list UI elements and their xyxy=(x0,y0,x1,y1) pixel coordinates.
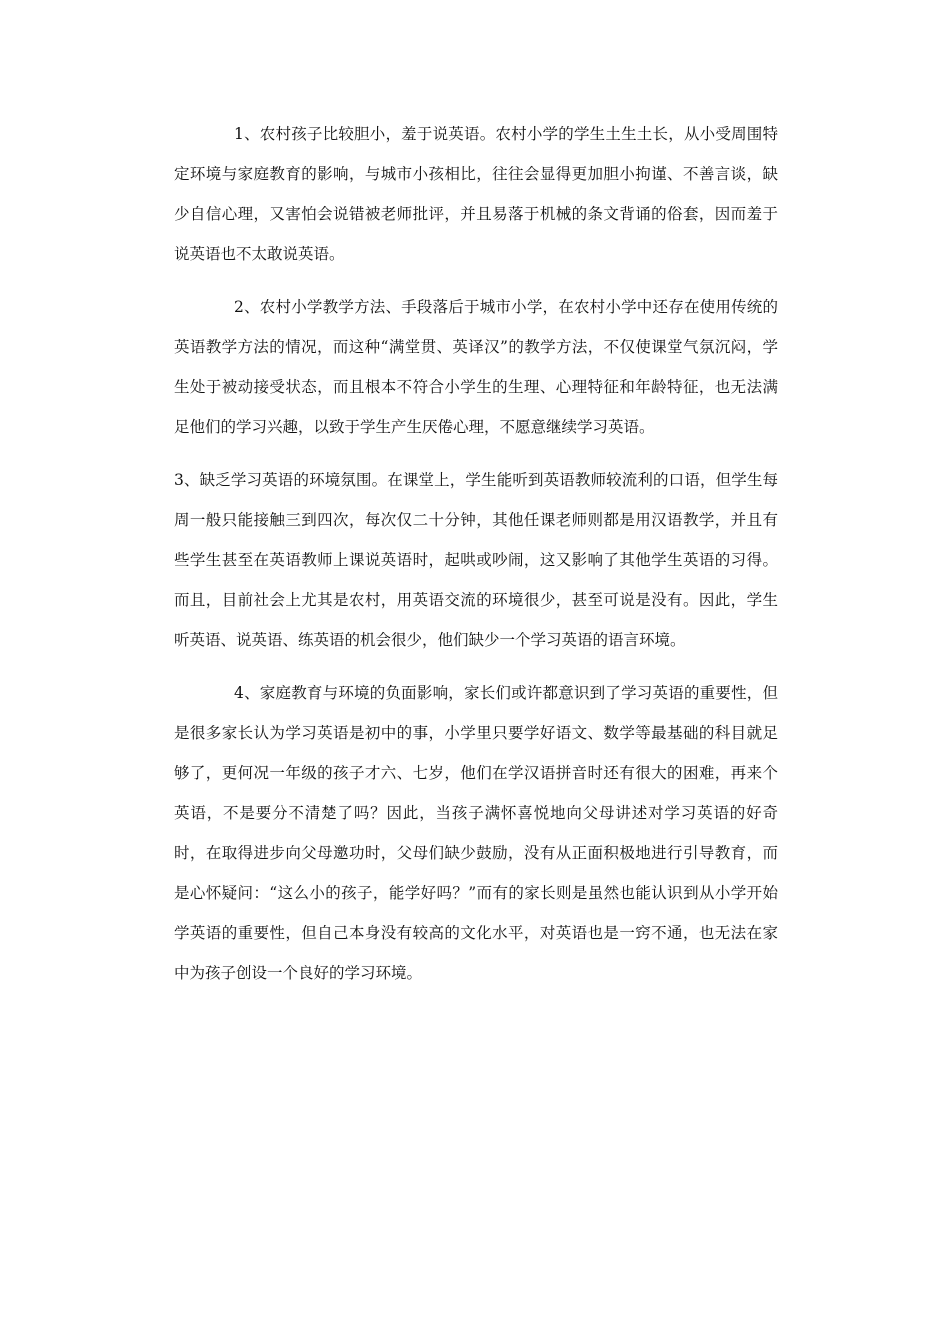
paragraph-2: 2、农村小学教学方法、手段落后于城市小学，在农村小学中还存在使用传统的英语教学方法的情况，而这种“满堂贯、英译汉”的教学方法，不仅使课堂气氛沉闷，学生处于被动接受状态，而且根本不符合小学生的生理、心理特征和年龄特征，也无法满足他们的学习兴趣，以致于学生产生厌倦心理，不愿意继续学习英语。 xyxy=(174,298,778,436)
document-body xyxy=(174,114,778,993)
paragraph-3: 3、缺乏学习英语的环境氛围。在课堂上，学生能听到英语教师较流利的口语，但学生每周一般只能接触三到四次，每次仅二十分钟，其他任课老师则都是用汉语教学，并且有些学生甚至在英语教师上课说英语时，起哄或吵闹，这又影响了其他学生英语的习得。而且，目前社会上尤其是农村，用英语交流的环境很少，甚至可说是没有。因此，学生听英语、说英语、练英语的机会很少，他们缺少一个学习英语的语言环境。 xyxy=(174,471,778,649)
paragraph-1: 1、农村孩子比较胆小，羞于说英语。农村小学的学生土生土长，从小受周围特定环境与家庭教育的影响，与城市小孩相比，往往会显得更加胆小拘谨、不善言谈，缺少自信心理，又害怕会说错被老师批评，并且易落于机械的条文背诵的俗套，因而羞于说英语也不太敢说英语。 xyxy=(174,125,778,263)
paragraph-4: 4、家庭教育与环境的负面影响，家长们或许都意识到了学习英语的重要性，但是很多家长认为学习英语是初中的事，小学里只要学好语文、数学等最基础的科目就足够了，更何况一年级的孩子才六、七岁，他们在学汉语拼音时还有很大的困难，再来个英语，不是要分不清楚了吗？因此，当孩子满怀喜悦地向父母讲述对学习英语的好奇时，在取得进步向父母邀功时，父母们缺少鼓励，没有从正面积极地进行引导教育，而是心怀疑问：“这么小的孩子，能学好吗？”而有的家长则是虽然也能认识到从小学开始学英语的重要性，但自己本身没有较高的文化水平，对英语也是一窍不通，也无法在家中为孩子创设一个良好的学习环境。 xyxy=(174,684,778,982)
